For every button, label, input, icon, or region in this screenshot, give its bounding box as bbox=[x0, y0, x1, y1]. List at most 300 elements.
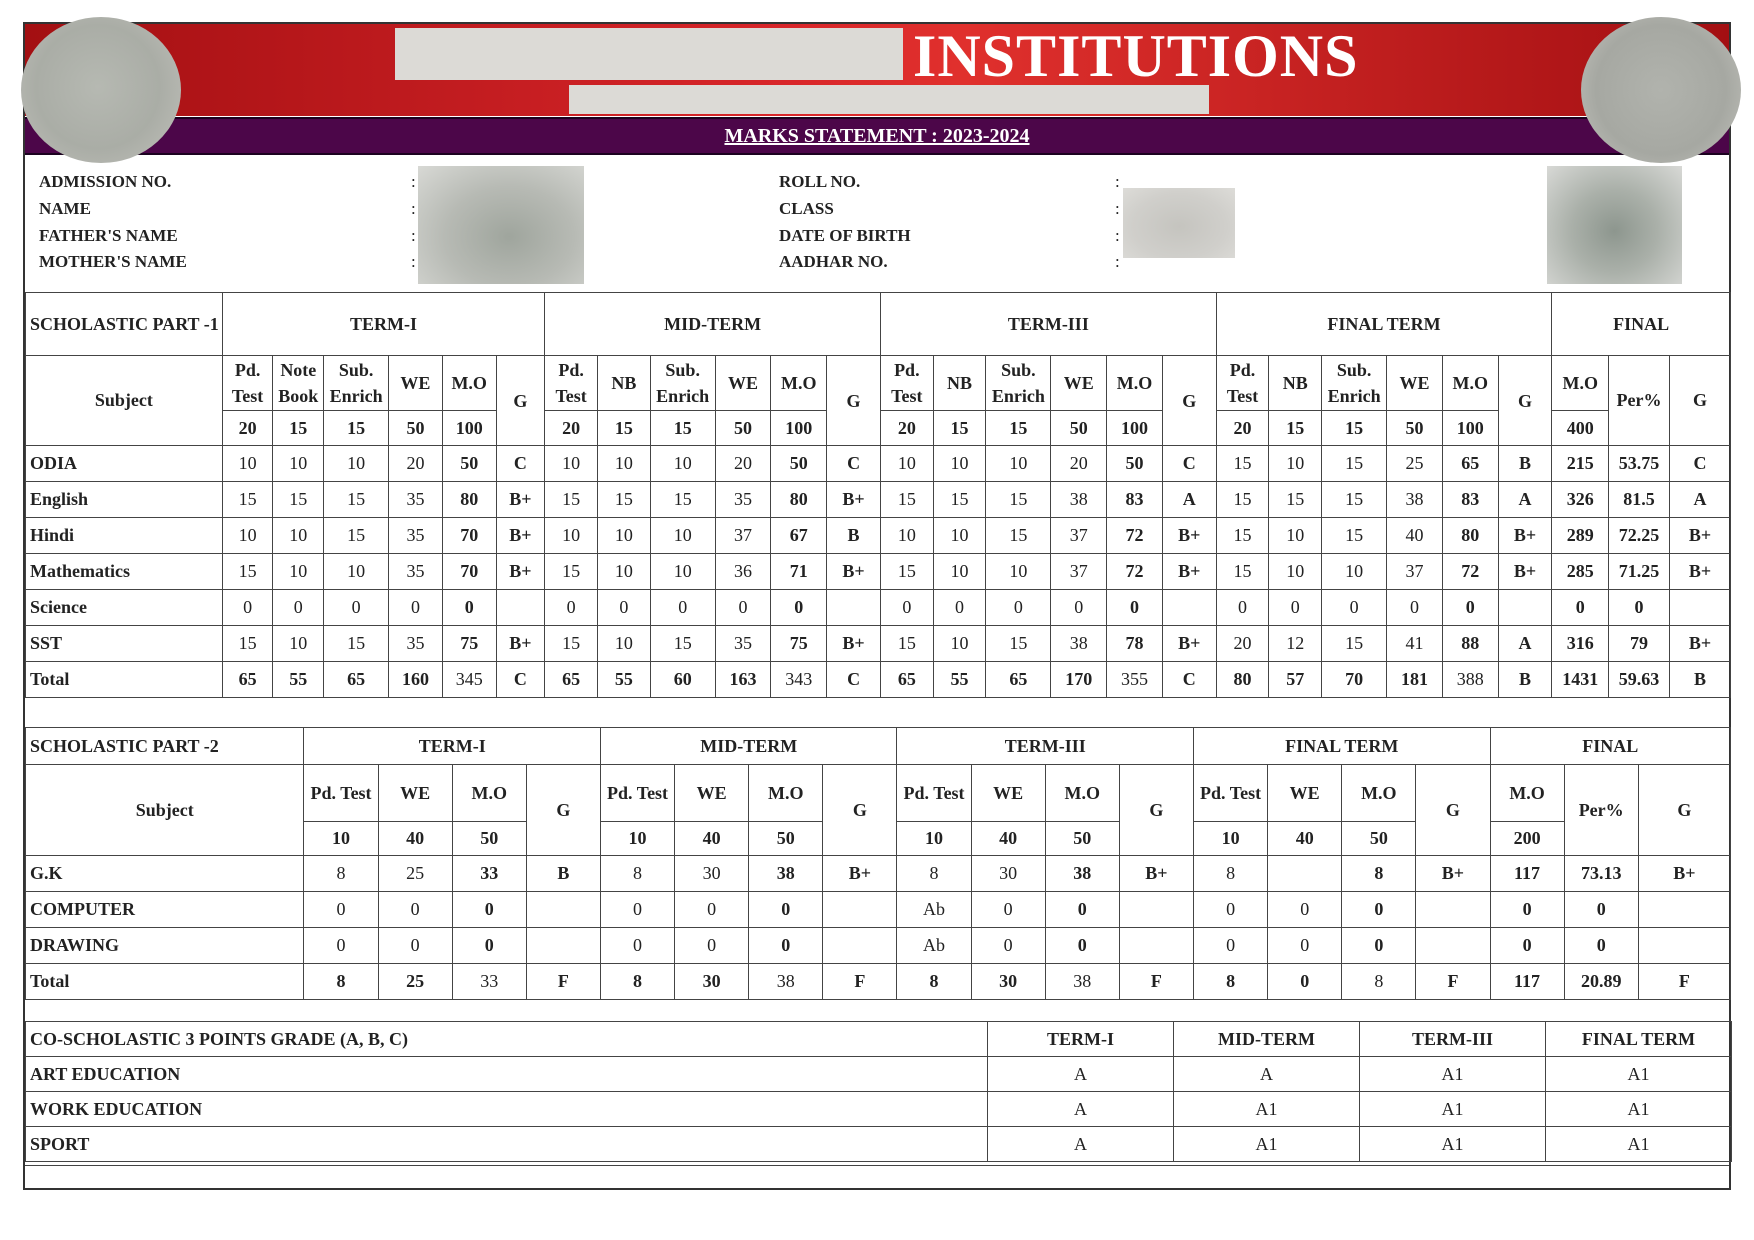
mark-cell: 75 bbox=[771, 626, 827, 662]
column-header: WE bbox=[1051, 356, 1107, 411]
mark-cell: 38 bbox=[1045, 856, 1119, 892]
mark-cell: 88 bbox=[1442, 626, 1498, 662]
colon: : bbox=[411, 172, 416, 191]
term-header: FINAL TERM bbox=[1216, 293, 1552, 356]
max-marks-cell: 50 bbox=[1045, 822, 1119, 856]
mark-cell: 15 bbox=[222, 482, 273, 518]
mark-cell: 65 bbox=[545, 662, 598, 698]
max-marks-cell: 50 bbox=[1051, 411, 1107, 446]
mark-cell: 15 bbox=[650, 626, 715, 662]
mark-cell: 0 bbox=[1564, 928, 1638, 964]
column-header: WE bbox=[389, 356, 443, 411]
mark-cell: 10 bbox=[650, 554, 715, 590]
mark-cell: 10 bbox=[650, 446, 715, 482]
mark-cell: C bbox=[827, 446, 881, 482]
mark-cell: 38 bbox=[1387, 482, 1443, 518]
mark-cell: A bbox=[1498, 626, 1552, 662]
mark-cell: 8 bbox=[1342, 856, 1416, 892]
grade-cell: A1 bbox=[1360, 1057, 1546, 1092]
mark-cell: 36 bbox=[715, 554, 771, 590]
mark-cell: 285 bbox=[1552, 554, 1609, 590]
max-marks-cell: 20 bbox=[545, 411, 598, 446]
term-header: TERM-III bbox=[1360, 1022, 1546, 1057]
mark-cell: 0 bbox=[1552, 590, 1609, 626]
left-logo-icon bbox=[21, 17, 181, 163]
mark-cell: B+ bbox=[1162, 554, 1216, 590]
mark-cell: 65 bbox=[880, 662, 933, 698]
mark-cell: 50 bbox=[771, 446, 827, 482]
mark-cell: B+ bbox=[827, 626, 881, 662]
mark-cell: 83 bbox=[1442, 482, 1498, 518]
mark-cell: 80 bbox=[1442, 518, 1498, 554]
max-marks-cell: 15 bbox=[650, 411, 715, 446]
max-marks-cell: 40 bbox=[675, 822, 749, 856]
mark-cell: 0 bbox=[324, 590, 389, 626]
column-header: G bbox=[526, 765, 600, 856]
mark-cell: 10 bbox=[650, 518, 715, 554]
column-header: Pd. Test bbox=[222, 356, 273, 411]
mark-cell: F bbox=[1119, 964, 1193, 1000]
column-header: G bbox=[1669, 356, 1730, 446]
mark-cell: 15 bbox=[324, 482, 389, 518]
mark-cell bbox=[1119, 892, 1193, 928]
mark-cell: 80 bbox=[771, 482, 827, 518]
mark-cell: 15 bbox=[1216, 446, 1269, 482]
mark-cell: B+ bbox=[1498, 554, 1552, 590]
mark-cell: 1431 bbox=[1552, 662, 1609, 698]
max-marks-cell: 50 bbox=[389, 411, 443, 446]
max-marks-cell: 20 bbox=[1216, 411, 1269, 446]
mark-cell: F bbox=[823, 964, 897, 1000]
mark-cell: 10 bbox=[324, 446, 389, 482]
mark-cell: 80 bbox=[1216, 662, 1269, 698]
mark-cell: 37 bbox=[1051, 518, 1107, 554]
grade-cell: A bbox=[988, 1092, 1174, 1127]
mark-cell: 8 bbox=[600, 964, 674, 1000]
admission-no-label: ADMISSION NO. bbox=[39, 172, 172, 191]
subject-name: Total bbox=[26, 662, 223, 698]
name-label: NAME bbox=[39, 199, 91, 218]
mark-cell: 8 bbox=[1342, 964, 1416, 1000]
mark-cell: 0 bbox=[389, 590, 443, 626]
term-header: TERM-I bbox=[222, 293, 545, 356]
mark-cell: A bbox=[1669, 482, 1730, 518]
mark-cell: 0 bbox=[1490, 892, 1564, 928]
mark-cell: B+ bbox=[827, 482, 881, 518]
mark-cell: 163 bbox=[715, 662, 771, 698]
mark-cell: 0 bbox=[675, 892, 749, 928]
marks-statement-sheet bbox=[23, 22, 1731, 1190]
mark-cell: 0 bbox=[749, 928, 823, 964]
mark-cell: 70 bbox=[442, 518, 496, 554]
mark-cell: 0 bbox=[933, 590, 986, 626]
mark-cell: F bbox=[1638, 964, 1730, 1000]
mark-cell: 355 bbox=[1107, 662, 1163, 698]
mark-cell: 316 bbox=[1552, 626, 1609, 662]
column-header: G bbox=[1119, 765, 1193, 856]
mark-cell: 65 bbox=[222, 662, 273, 698]
mark-cell: 15 bbox=[986, 482, 1051, 518]
roll-no-label: ROLL NO. bbox=[779, 172, 861, 191]
column-header: G bbox=[1162, 356, 1216, 446]
mark-cell: 38 bbox=[749, 856, 823, 892]
mark-cell: 0 bbox=[600, 928, 674, 964]
term-header: TERM-I bbox=[988, 1022, 1174, 1057]
colon: : bbox=[411, 226, 416, 245]
column-header: G bbox=[1416, 765, 1490, 856]
column-header: Pd. Test bbox=[1194, 765, 1268, 822]
mark-cell: 38 bbox=[1051, 626, 1107, 662]
redacted-institution-address bbox=[569, 85, 1209, 114]
mark-cell: 53.75 bbox=[1609, 446, 1670, 482]
mark-cell: 0 bbox=[971, 892, 1045, 928]
mark-cell: C bbox=[496, 446, 545, 482]
footer-blank-row bbox=[25, 1165, 1729, 1188]
table-row bbox=[26, 928, 1731, 964]
mark-cell: 50 bbox=[442, 446, 496, 482]
father-name-label: FATHER'S NAME bbox=[39, 226, 178, 245]
mark-cell: 41 bbox=[1387, 626, 1443, 662]
mark-cell: 0 bbox=[1342, 928, 1416, 964]
mark-cell: B+ bbox=[1669, 626, 1730, 662]
mark-cell: 10 bbox=[986, 554, 1051, 590]
dob-label: DATE OF BIRTH bbox=[779, 226, 911, 245]
max-marks-cell: 50 bbox=[1342, 822, 1416, 856]
redacted-student-details bbox=[418, 166, 584, 284]
grade-cell: A1 bbox=[1360, 1092, 1546, 1127]
mark-cell: 0 bbox=[675, 928, 749, 964]
max-marks-cell: 50 bbox=[452, 822, 526, 856]
column-header: Pd. Test bbox=[1216, 356, 1269, 411]
mark-cell: 55 bbox=[933, 662, 986, 698]
mark-cell: 30 bbox=[971, 964, 1045, 1000]
mark-cell: 71 bbox=[771, 554, 827, 590]
max-marks-cell: 200 bbox=[1490, 822, 1564, 856]
term-header: FINAL bbox=[1552, 293, 1731, 356]
mark-cell: 10 bbox=[545, 518, 598, 554]
mark-cell: 10 bbox=[933, 518, 986, 554]
colon: : bbox=[1115, 172, 1120, 191]
max-marks-cell: 50 bbox=[1387, 411, 1443, 446]
table-row bbox=[26, 482, 1731, 518]
mark-cell: 35 bbox=[715, 482, 771, 518]
colon: : bbox=[1115, 226, 1120, 245]
mark-cell: 15 bbox=[545, 626, 598, 662]
mark-cell: 30 bbox=[675, 856, 749, 892]
statement-bar bbox=[25, 117, 1729, 155]
mark-cell: B+ bbox=[1669, 518, 1730, 554]
table-row bbox=[26, 964, 1731, 1000]
mark-cell: 10 bbox=[933, 446, 986, 482]
term-header: TERM-III bbox=[880, 293, 1216, 356]
mark-cell: C bbox=[1669, 446, 1730, 482]
subject-header: Subject bbox=[26, 356, 223, 446]
mark-cell: 10 bbox=[1269, 554, 1322, 590]
subject-name: SST bbox=[26, 626, 223, 662]
mark-cell: 55 bbox=[273, 662, 324, 698]
mark-cell: 15 bbox=[324, 626, 389, 662]
mark-cell: 10 bbox=[598, 554, 651, 590]
mark-cell: 81.5 bbox=[1609, 482, 1670, 518]
mark-cell: 15 bbox=[880, 554, 933, 590]
mark-cell: 0 bbox=[1194, 928, 1268, 964]
mark-cell: B+ bbox=[496, 518, 545, 554]
grade-cell: A1 bbox=[1174, 1127, 1360, 1162]
mark-cell bbox=[1416, 892, 1490, 928]
max-marks-cell: 15 bbox=[1322, 411, 1387, 446]
mark-cell: 15 bbox=[880, 626, 933, 662]
mark-cell: 55 bbox=[598, 662, 651, 698]
mark-cell: 0 bbox=[378, 892, 452, 928]
mark-cell bbox=[526, 928, 600, 964]
redacted-class-details bbox=[1123, 188, 1235, 258]
column-header: Sub. Enrich bbox=[1322, 356, 1387, 411]
mark-cell: B bbox=[1498, 446, 1552, 482]
grade-cell: A1 bbox=[1546, 1057, 1732, 1092]
max-marks-cell: 15 bbox=[986, 411, 1051, 446]
mark-cell: 15 bbox=[1216, 554, 1269, 590]
term-header: TERM-I bbox=[304, 728, 601, 765]
mark-cell: B+ bbox=[1162, 518, 1216, 554]
mark-cell: 0 bbox=[452, 928, 526, 964]
mark-cell: 70 bbox=[1322, 662, 1387, 698]
mark-cell: Ab bbox=[897, 892, 971, 928]
mark-cell: 10 bbox=[933, 626, 986, 662]
mark-cell: A bbox=[1162, 482, 1216, 518]
mark-cell: 10 bbox=[598, 446, 651, 482]
mark-cell: 0 bbox=[304, 928, 378, 964]
mark-cell: 35 bbox=[389, 626, 443, 662]
table-row bbox=[26, 626, 1731, 662]
mark-cell: B+ bbox=[823, 856, 897, 892]
max-marks-cell: 15 bbox=[1269, 411, 1322, 446]
mark-cell: B+ bbox=[1119, 856, 1193, 892]
mark-cell: 20 bbox=[1051, 446, 1107, 482]
mark-cell: 181 bbox=[1387, 662, 1443, 698]
column-header: M.O bbox=[771, 356, 827, 411]
mark-cell: 8 bbox=[304, 964, 378, 1000]
mark-cell: 0 bbox=[880, 590, 933, 626]
table-row bbox=[26, 1127, 1732, 1162]
class-label: CLASS bbox=[779, 199, 834, 218]
mark-cell: 15 bbox=[1322, 626, 1387, 662]
mark-cell: 343 bbox=[771, 662, 827, 698]
mark-cell bbox=[526, 892, 600, 928]
max-marks-cell: 40 bbox=[1268, 822, 1342, 856]
mark-cell: 25 bbox=[378, 964, 452, 1000]
mark-cell bbox=[1669, 590, 1730, 626]
mark-cell: 15 bbox=[880, 482, 933, 518]
mark-cell: 38 bbox=[1051, 482, 1107, 518]
mark-cell: 20.89 bbox=[1564, 964, 1638, 1000]
mark-cell: B+ bbox=[1162, 626, 1216, 662]
column-header: M.O bbox=[1442, 356, 1498, 411]
mark-cell: 15 bbox=[986, 518, 1051, 554]
mark-cell: 72 bbox=[1107, 554, 1163, 590]
column-header: G bbox=[1498, 356, 1552, 446]
mark-cell: 15 bbox=[324, 518, 389, 554]
mark-cell: 0 bbox=[222, 590, 273, 626]
column-header: G bbox=[1638, 765, 1730, 856]
column-header: M.O bbox=[1045, 765, 1119, 822]
subject-name: Science bbox=[26, 590, 223, 626]
grade-cell: A1 bbox=[1546, 1092, 1732, 1127]
column-header: Pd. Test bbox=[304, 765, 378, 822]
mark-cell: 10 bbox=[598, 518, 651, 554]
mark-cell: C bbox=[1162, 446, 1216, 482]
mark-cell: B bbox=[1669, 662, 1730, 698]
statement-title: MARKS STATEMENT : 2023-2024 bbox=[724, 125, 1030, 147]
column-header: M.O bbox=[1342, 765, 1416, 822]
column-header: NB bbox=[933, 356, 986, 411]
mark-cell: 15 bbox=[1322, 482, 1387, 518]
mark-cell: B+ bbox=[1638, 856, 1730, 892]
colon: : bbox=[1115, 199, 1120, 218]
mark-cell: 15 bbox=[986, 626, 1051, 662]
mark-cell: B+ bbox=[1669, 554, 1730, 590]
mark-cell: 15 bbox=[1322, 446, 1387, 482]
mark-cell: 75 bbox=[442, 626, 496, 662]
right-logo-icon bbox=[1581, 17, 1741, 163]
mark-cell: 15 bbox=[273, 482, 324, 518]
mark-cell: C bbox=[496, 662, 545, 698]
mark-cell: 38 bbox=[1045, 964, 1119, 1000]
mark-cell: 0 bbox=[749, 892, 823, 928]
term-header: MID-TERM bbox=[545, 293, 881, 356]
mark-cell: 79 bbox=[1609, 626, 1670, 662]
mark-cell: 0 bbox=[1045, 892, 1119, 928]
colon: : bbox=[411, 199, 416, 218]
mark-cell: 10 bbox=[273, 518, 324, 554]
mark-cell: 0 bbox=[1268, 892, 1342, 928]
mark-cell: 0 bbox=[600, 892, 674, 928]
mark-cell: 289 bbox=[1552, 518, 1609, 554]
mark-cell: 30 bbox=[675, 964, 749, 1000]
mark-cell: 10 bbox=[1322, 554, 1387, 590]
mark-cell: 10 bbox=[545, 446, 598, 482]
mark-cell: B+ bbox=[496, 626, 545, 662]
mark-cell: 0 bbox=[304, 892, 378, 928]
mark-cell: 0 bbox=[1387, 590, 1443, 626]
mark-cell: 0 bbox=[1564, 892, 1638, 928]
subject-name: DRAWING bbox=[26, 928, 304, 964]
mark-cell: 8 bbox=[1194, 964, 1268, 1000]
max-marks-cell: 20 bbox=[222, 411, 273, 446]
mark-cell: 0 bbox=[986, 590, 1051, 626]
student-photo bbox=[1547, 166, 1682, 284]
mark-cell: B+ bbox=[1498, 518, 1552, 554]
mark-cell: 15 bbox=[933, 482, 986, 518]
mark-cell: 20 bbox=[715, 446, 771, 482]
max-marks-cell: 10 bbox=[897, 822, 971, 856]
mark-cell: 10 bbox=[222, 446, 273, 482]
mark-cell: 83 bbox=[1107, 482, 1163, 518]
mark-cell: 0 bbox=[1609, 590, 1670, 626]
mark-cell: 0 bbox=[1194, 892, 1268, 928]
mark-cell: 15 bbox=[1269, 482, 1322, 518]
mark-cell: 0 bbox=[650, 590, 715, 626]
mark-cell: 33 bbox=[452, 856, 526, 892]
term-header: MID-TERM bbox=[600, 728, 897, 765]
column-header: WE bbox=[378, 765, 452, 822]
banner-title: INSTITUTIONS bbox=[913, 23, 1359, 89]
mark-cell: 345 bbox=[442, 662, 496, 698]
mark-cell: 117 bbox=[1490, 856, 1564, 892]
mark-cell bbox=[823, 928, 897, 964]
mark-cell: B bbox=[526, 856, 600, 892]
max-marks-cell: 40 bbox=[971, 822, 1045, 856]
colon: : bbox=[411, 252, 416, 271]
mark-cell bbox=[1119, 928, 1193, 964]
mark-cell: B+ bbox=[496, 482, 545, 518]
mark-cell: 65 bbox=[1442, 446, 1498, 482]
subject-name: Mathematics bbox=[26, 554, 223, 590]
mark-cell bbox=[1268, 856, 1342, 892]
subject-name: Hindi bbox=[26, 518, 223, 554]
mark-cell: 72.25 bbox=[1609, 518, 1670, 554]
subject-name: ODIA bbox=[26, 446, 223, 482]
max-marks-cell: 15 bbox=[598, 411, 651, 446]
table-row bbox=[26, 590, 1731, 626]
mother-name-label: MOTHER'S NAME bbox=[39, 252, 187, 271]
mark-cell bbox=[1638, 928, 1730, 964]
mark-cell: 8 bbox=[304, 856, 378, 892]
max-marks-cell: 400 bbox=[1552, 411, 1609, 446]
term-header: FINAL TERM bbox=[1194, 728, 1491, 765]
mark-cell: 25 bbox=[1387, 446, 1443, 482]
column-header: Per% bbox=[1564, 765, 1638, 856]
max-marks-cell: 100 bbox=[771, 411, 827, 446]
mark-cell: 215 bbox=[1552, 446, 1609, 482]
mark-cell: 80 bbox=[442, 482, 496, 518]
mark-cell: C bbox=[1162, 662, 1216, 698]
column-header: M.O bbox=[452, 765, 526, 822]
column-header: Note Book bbox=[273, 356, 324, 411]
max-marks-cell: 15 bbox=[273, 411, 324, 446]
redacted-institution-name bbox=[395, 28, 903, 80]
column-header: NB bbox=[598, 356, 651, 411]
mark-cell: Ab bbox=[897, 928, 971, 964]
institution-banner bbox=[25, 24, 1729, 116]
mark-cell: 0 bbox=[1490, 928, 1564, 964]
mark-cell: 37 bbox=[1387, 554, 1443, 590]
mark-cell: 33 bbox=[452, 964, 526, 1000]
mark-cell: 0 bbox=[273, 590, 324, 626]
term-header: TERM-III bbox=[897, 728, 1194, 765]
mark-cell: 35 bbox=[389, 482, 443, 518]
part2-title: SCHOLASTIC PART -2 bbox=[26, 728, 304, 765]
activity-name: SPORT bbox=[26, 1127, 988, 1162]
mark-cell: 38 bbox=[749, 964, 823, 1000]
column-header: Pd. Test bbox=[880, 356, 933, 411]
mark-cell: 117 bbox=[1490, 964, 1564, 1000]
mark-cell: 15 bbox=[1322, 518, 1387, 554]
mark-cell: 35 bbox=[715, 626, 771, 662]
mark-cell: 8 bbox=[600, 856, 674, 892]
column-header: M.O bbox=[1552, 356, 1609, 411]
mark-cell: 8 bbox=[1194, 856, 1268, 892]
mark-cell: 35 bbox=[389, 554, 443, 590]
mark-cell: 10 bbox=[880, 518, 933, 554]
mark-cell: 15 bbox=[545, 554, 598, 590]
max-marks-cell: 10 bbox=[304, 822, 378, 856]
mark-cell: 0 bbox=[1107, 590, 1163, 626]
mark-cell: 15 bbox=[222, 554, 273, 590]
max-marks-cell: 100 bbox=[1442, 411, 1498, 446]
mark-cell: 40 bbox=[1387, 518, 1443, 554]
term-header: MID-TERM bbox=[1174, 1022, 1360, 1057]
mark-cell: 10 bbox=[324, 554, 389, 590]
